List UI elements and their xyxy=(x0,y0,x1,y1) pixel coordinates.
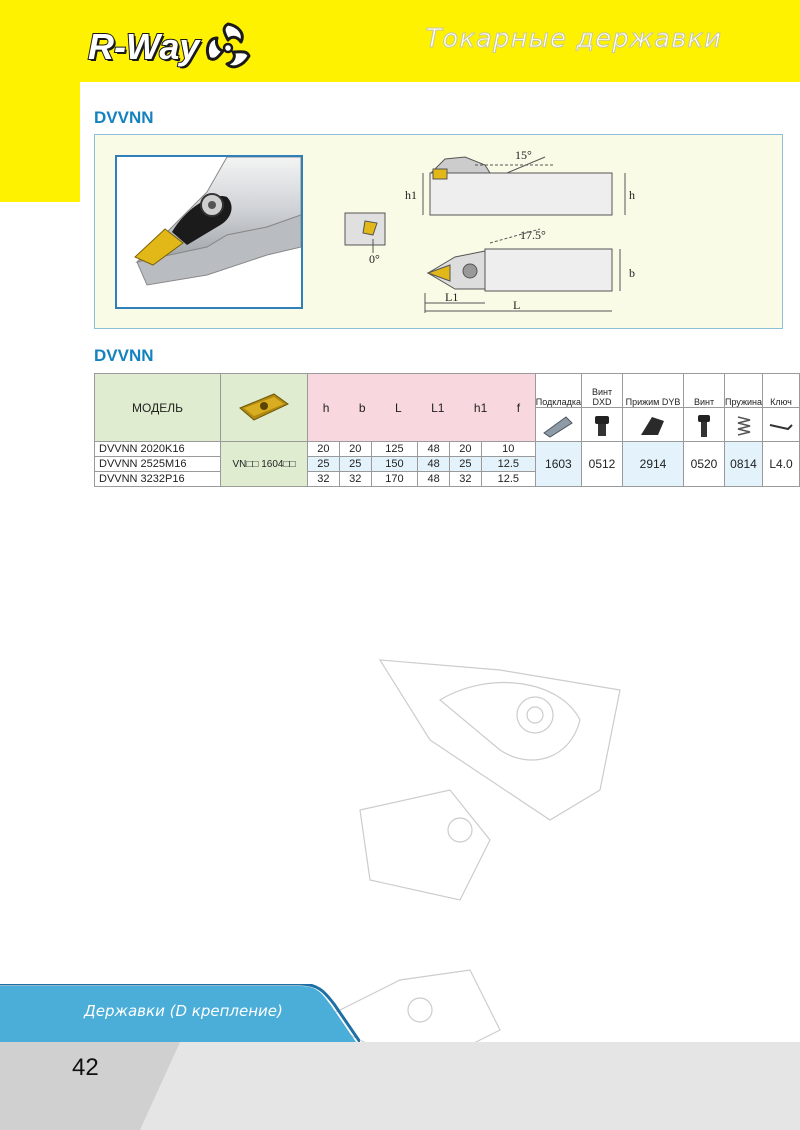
spring-icon xyxy=(725,408,763,442)
cell-b: 20 xyxy=(339,442,371,457)
cell-b: 25 xyxy=(339,457,371,472)
screw-icon xyxy=(684,408,725,442)
cell-L: 150 xyxy=(371,457,418,472)
key-icon xyxy=(763,408,800,442)
model-cell: DVVNN 3232P16 xyxy=(95,472,221,487)
shim-icon xyxy=(535,408,581,442)
part-shim-code: 1603 xyxy=(535,442,581,487)
drawing-panel xyxy=(94,134,783,329)
header-title: Токарные державки xyxy=(425,24,722,54)
cell-L: 125 xyxy=(371,442,418,457)
cell-L1: 48 xyxy=(418,442,450,457)
angle-top-label: 15° xyxy=(515,148,532,162)
insert-icon xyxy=(234,386,294,426)
part-header-clamp-dyb: Прижим DYB xyxy=(623,374,684,408)
cell-L1: 48 xyxy=(418,457,450,472)
part-header-screw-dxd: Винт DXD xyxy=(582,374,623,408)
clamp-dyb-icon xyxy=(623,408,684,442)
L1-label: L1 xyxy=(445,290,459,304)
cell-h1: 20 xyxy=(450,442,482,457)
footer-section-label: Державки (D крепление) xyxy=(84,1002,283,1020)
h1-label: h1 xyxy=(405,188,417,202)
cell-f: 12.5 xyxy=(481,472,535,487)
b-label: b xyxy=(629,266,635,280)
insert-code-cell: VN□□ 1604□□ xyxy=(221,442,308,487)
cell-f: 12.5 xyxy=(481,457,535,472)
part-key-code: L4.0 xyxy=(763,442,800,487)
part-header-key: Ключ xyxy=(763,374,800,408)
technical-drawing xyxy=(325,143,645,323)
dim-header-b: b xyxy=(358,400,366,415)
cell-h1: 32 xyxy=(450,472,482,487)
logo xyxy=(88,22,255,72)
cell-h: 25 xyxy=(308,457,340,472)
part-header-shim: Подкладка xyxy=(535,374,581,408)
tool-photo xyxy=(115,155,303,309)
dim-header-h: h xyxy=(322,400,330,415)
angle-bottom-label: 17.5° xyxy=(520,228,546,242)
cell-h: 32 xyxy=(308,472,340,487)
section-title-table: DVVNN xyxy=(94,346,154,365)
part-screw-dxd-code: 0512 xyxy=(582,442,623,487)
part-clamp-dyb-code: 2914 xyxy=(623,442,684,487)
cell-h1: 25 xyxy=(450,457,482,472)
background-tool-sketch xyxy=(300,640,800,1100)
table-row xyxy=(95,442,800,457)
h-label: h xyxy=(629,188,635,202)
dim-header-f: f xyxy=(516,400,521,415)
L-label: L xyxy=(513,298,521,312)
cell-L1: 48 xyxy=(418,472,450,487)
model-cell: DVVNN 2020K16 xyxy=(95,442,221,457)
cell-b: 32 xyxy=(339,472,371,487)
part-spring-code: 0814 xyxy=(725,442,763,487)
cell-L: 170 xyxy=(371,472,418,487)
dim-header-h1: h1 xyxy=(473,400,488,415)
cell-f: 10 xyxy=(481,442,535,457)
tool-holder-image xyxy=(117,157,301,307)
section-title-drawing: DVVNN xyxy=(94,108,154,127)
part-screw-code: 0520 xyxy=(684,442,725,487)
header-side-band xyxy=(0,82,80,202)
spec-table xyxy=(94,373,800,487)
dim-header-L: L xyxy=(394,400,402,415)
model-cell: DVVNN 2525M16 xyxy=(95,457,221,472)
logo-text: R-Way xyxy=(88,26,200,67)
screw-dxd-icon xyxy=(582,408,623,442)
insert-header xyxy=(221,374,308,442)
part-header-screw: Винт xyxy=(684,374,725,408)
model-header: МОДЕЛЬ xyxy=(95,374,221,442)
dim-header-L1: L1 xyxy=(431,400,445,415)
angle-side-label: 0° xyxy=(369,252,380,266)
cell-h: 20 xyxy=(308,442,340,457)
part-header-spring: Пружина xyxy=(725,374,763,408)
page-number: 42 xyxy=(72,1054,99,1081)
dims-header xyxy=(308,374,536,442)
shuriken-logo-icon xyxy=(201,20,255,74)
